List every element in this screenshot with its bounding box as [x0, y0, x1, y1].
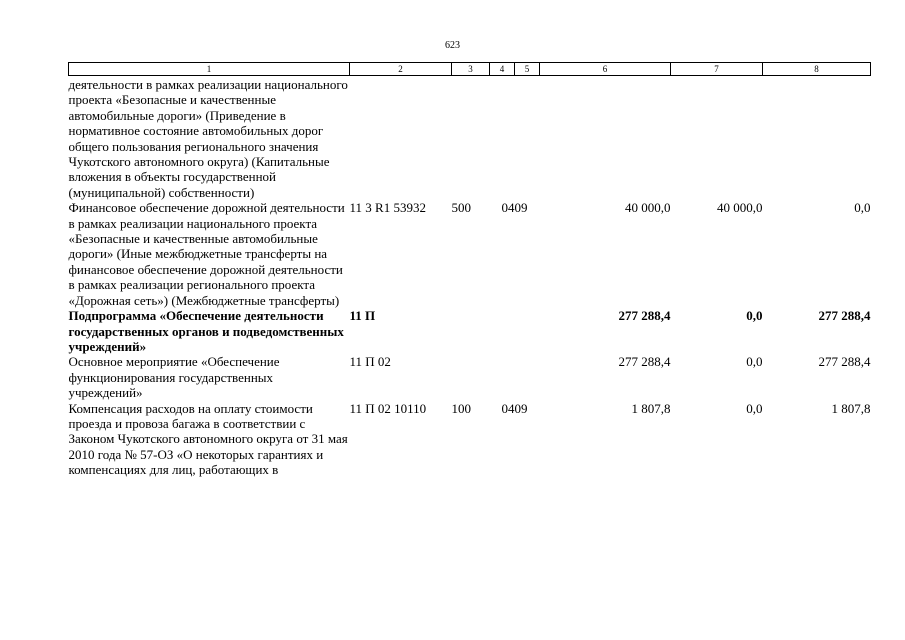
row-amount-col8: 0,0	[854, 200, 871, 216]
header-col-6: 6	[540, 63, 671, 76]
header-col-4: 4	[490, 63, 515, 76]
row-section: 04	[501, 400, 515, 416]
row-amount-col7: 0,0	[746, 400, 763, 416]
row-amount-col8: 277 288,4	[818, 308, 871, 324]
row-amount-col7: 0,0	[746, 308, 763, 324]
row-subsection	[515, 308, 540, 354]
row-expense-type	[452, 76, 490, 201]
row-section	[490, 308, 515, 354]
row-target-code: 11 П 02	[349, 354, 391, 370]
table-row	[69, 308, 871, 354]
row-amount-total: 40 000,0	[625, 200, 671, 216]
row-expense-type	[452, 308, 490, 354]
header-col-3: 3	[452, 63, 490, 76]
row-target-code: 11 П	[349, 308, 376, 324]
row-amount-col7	[671, 76, 763, 201]
budget-table	[68, 62, 871, 478]
row-subsection	[515, 76, 540, 201]
row-amount-total	[540, 76, 671, 201]
row-subsection	[515, 354, 540, 400]
row-amount-total: 277 288,4	[618, 354, 671, 370]
header-col-7: 7	[671, 63, 763, 76]
table-row	[69, 200, 871, 308]
row-section: 04	[501, 200, 515, 216]
row-amount-total: 277 288,4	[618, 308, 671, 324]
row-section	[490, 354, 515, 400]
row-subsection: 09	[514, 400, 528, 416]
header-col-1: 1	[69, 63, 350, 76]
row-name: Подпрограмма «Обеспечение деятельности государственных органов и подведомственных учреждений»	[68, 308, 344, 354]
header-row	[69, 63, 871, 76]
row-name: деятельности в рамках реализации национального проекта «Безопасные и качественные автомобильные дороги» (Приведение в нормативное состояние автомобильных дорог общего пользования регионального значения Чукотского автономного округа) (Капитальные вложения в объекты государственной (муниципальной) собственности)	[68, 77, 348, 200]
row-section	[490, 76, 515, 201]
table-row	[69, 401, 871, 478]
row-amount-total: 1 807,8	[631, 400, 671, 416]
row-expense-type	[452, 354, 490, 400]
table-row	[69, 354, 871, 400]
table-row	[69, 76, 871, 201]
row-target-code	[350, 76, 452, 201]
row-amount-col8: 1 807,8	[831, 400, 871, 416]
row-amount-col7: 40 000,0	[717, 200, 763, 216]
row-subsection: 09	[514, 200, 528, 216]
row-expense-type: 500	[451, 200, 471, 216]
header-col-5: 5	[515, 63, 540, 76]
row-amount-col7: 0,0	[746, 354, 763, 370]
row-target-code: 11 3 R1 53932	[349, 200, 426, 216]
page-number: 623	[445, 40, 460, 51]
row-target-code: 11 П 02 10110	[349, 400, 427, 416]
header-col-2: 2	[350, 63, 452, 76]
row-name: Финансовое обеспечение дорожной деятельности в рамках реализации национального проекта «Безопасные и качественные автомобильные дороги» (Иные межбюджетные трансферты на финансовое обеспечение дорожной деятельности в рамках реализации регионального проекта «Дорожная сеть») (Межбюджетные трансферты)	[68, 200, 345, 308]
row-expense-type: 100	[451, 400, 471, 416]
row-name: Компенсация расходов на оплату стоимости проезда и провоза багажа в соответствии с Законом Чукотского автономного округа от 31 мая 2010 года № 57-ОЗ «О некоторых гарантиях и компенсациях для лиц, работающих в	[68, 400, 348, 478]
header-col-8: 8	[763, 63, 871, 76]
row-name: Основное мероприятие «Обеспечение функционирования государственных учреждений»	[68, 354, 280, 401]
row-amount-col8	[763, 76, 871, 201]
row-amount-col8: 277 288,4	[818, 354, 871, 370]
